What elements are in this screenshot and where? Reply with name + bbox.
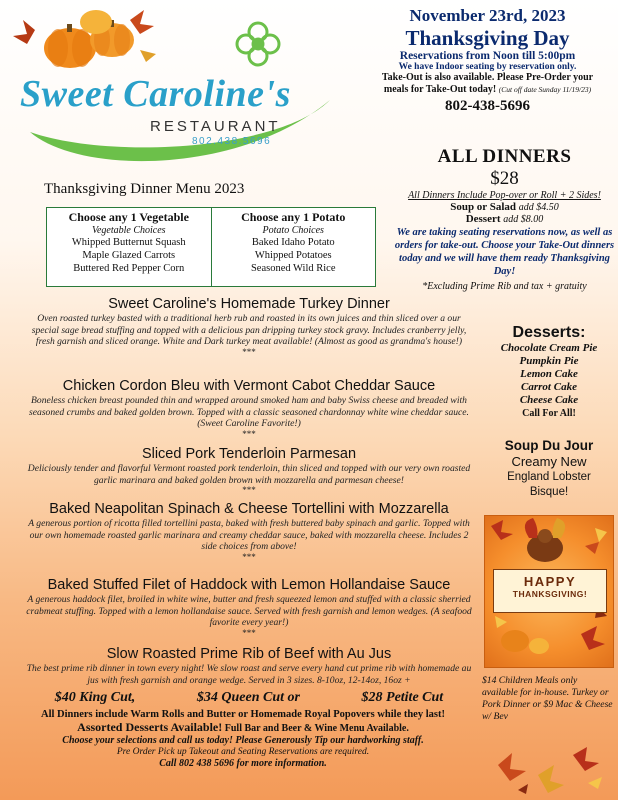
potato-subheading: Potato Choices [262,225,324,236]
vegetable-subheading: Vegetable Choices [91,225,166,236]
reservation-notice: We are taking seating reservations now, as well as orders for take-out. Choose your Take-Out dinners today and we will have them ready Thanksgiving Day! [394,227,615,277]
children-meals-text: $14 Children Meals only available for in-house. Turkey or Pork Dinner or $9 Mac & Cheese w/ Bev [482,675,613,722]
dish-stuffed-haddock [24,576,474,638]
dessert-label: Dessert [465,213,501,225]
soup-salad-addon [392,201,617,213]
restaurant-logo [0,0,345,172]
takeout-note [360,72,615,96]
dish-separator: *** [242,428,256,439]
dish-title: Baked Neapolitan Spinach & Cheese Tortellini with Mozzarella [49,501,449,517]
card-banner [493,569,607,613]
dish-separator: *** [242,346,256,357]
card-thanksgiving: THANKSGIVING! [512,589,588,599]
all-dinners-price: $28 [490,168,519,189]
vegetable-option: Maple Glazed Carrots [82,250,176,261]
soup-line-3: Bisque! [529,486,569,498]
dish-title: Baked Stuffed Filet of Haddock with Lemon Hollandaise Sauce [47,577,451,593]
dish-description: Oven roasted turkey basted with a traditional herb rub and roasted in its own juices and thin sliced over a our special sage bread stuffing and topped with a delicious pan dripping turkey stock gravy. Includes cranberry jelly, fresh garnish and sliced orange. White and Dark turkey meat available! (Almost as good as grandma's house!) [31,313,467,347]
petite-cut-price: $28 Petite Cut [361,690,444,705]
soup-du-jour-panel [484,438,614,500]
menu-footer [8,709,478,770]
dish-prime-rib [24,645,474,686]
card-happy: HAPPY [523,574,577,589]
side-choices-box [46,207,376,287]
exclusion-note: *Excluding Prime Rib and tax + gratuity [422,281,587,292]
dish-title: Sweet Caroline's Homemade Turkey Dinner [108,296,390,312]
children-meals-note [482,675,614,723]
soup-line-1: Creamy New [511,454,587,469]
choose-call-note: Choose your selections and call us today! Please Generously Tip our hardworking staff. [62,735,424,746]
vegetable-heading: Choose any 1 Vegetable [68,210,189,224]
dessert-addon [392,213,617,225]
all-dinners-includes: All Dinners Include Pop-over or Roll + 2 Sides! [408,190,601,201]
vegetable-option: Whipped Butternut Squash [71,237,186,248]
dessert-item: Chocolate Cream Pie [500,342,598,354]
vegetable-option: Buttered Red Pepper Corn [73,263,185,274]
vegetable-choices [47,208,211,286]
cutoff-date: (Cut off date Sunday 11/19/23) [498,85,592,94]
dish-description: The best prime rib dinner in town every night! We slow roast and serve every hand cut prime rib with homemade au jus with fresh garnish and orange wedge. Served in 3 sizes. 8-10oz, 12-14oz, 16oz + [26,663,472,686]
reservation-hours: Reservations from Noon till 5:00pm [399,50,576,62]
dessert-price: add $8.00 [503,214,544,225]
dish-description: Deliciously tender and flavorful Vermont roasted pork tenderloin, thin sliced and topped with our very own roasted garlic marinara and baked golden brown with mozzarella and parmesan cheese! [27,463,471,486]
dish-separator: *** [242,551,256,562]
happy-thanksgiving-card [484,515,614,668]
bottom-leaves-icon [478,735,618,800]
potato-option: Seasoned Wild Rice [250,263,336,274]
assorted-desserts: Assorted Desserts Available! [77,720,223,734]
potato-option: Whipped Potatoes [254,250,332,261]
potato-choices [211,208,376,286]
desserts-heading: Desserts: [512,324,586,341]
all-dinners-panel [392,146,617,292]
takeout-line-2: meals for Take-Out today! [383,84,497,95]
desserts-call: Call For All! [522,408,576,419]
dish-title: Chicken Cordon Bleu with Vermont Cabot Cheddar Sauce [62,378,436,394]
dessert-item: Cheese Cake [519,394,579,406]
logo-subtitle: RESTAURANT [150,118,281,135]
soup-heading: Soup Du Jour [504,438,594,453]
bar-menu-note: Full Bar and Beer & Wine Menu Available. [224,723,409,734]
menu-title: Thanksgiving Dinner Menu 2023 [44,181,245,197]
king-cut-price: $40 King Cut, [54,690,136,705]
preorder-note: Pre Order Pick up Takeout and Seating Reservations are required. [116,747,370,757]
dish-description: Boneless chicken breast pounded thin and wrapped around smoked ham and baby Swiss cheese and breaded with seasoned crumbs and baked golden brown. Topped with a classic seasoned chardonnay white wine cheddar sauce. (Sweet Caroline Favorite!) [29,395,469,429]
dish-spinach-tortellini [24,500,474,562]
soup-salad-price: add $4.50 [518,202,559,213]
dish-separator: *** [242,485,256,495]
dish-description: A generous portion of ricotta filled tortellini pasta, baked with fresh buttered baby spinach and garlic. Topped with our own homemade roasted garlic marinara and creamy cheddar sauce, baked with mozzarella cheese. Includes 2 side choices from above! [28,518,470,552]
event-name: Thanksgiving Day [405,26,570,50]
header-phone[interactable]: 802-438-5696 [445,98,530,114]
call-info: Call 802 438 5696 for more information. [159,758,327,769]
prime-rib-prices [24,690,474,706]
dessert-item: Carrot Cake [521,381,577,393]
indoor-seating-note: We have Indoor seating by reservation only. [398,62,577,72]
dessert-item: Pumpkin Pie [519,355,579,367]
event-date: November 23rd, 2023 [409,6,566,25]
takeout-line-1: Take-Out is also available. Please Pre-Order your [381,72,594,83]
all-dinners-heading: ALL DINNERS [437,146,572,167]
soup-line-2: England Lobster [507,471,591,483]
dish-separator: *** [242,627,256,638]
soup-salad-label: Soup or Salad [450,201,517,213]
desserts-panel [488,324,610,419]
dish-chicken-cordon-bleu [24,377,474,439]
dish-title: Sliced Pork Tenderloin Parmesan [141,446,357,462]
dish-title: Slow Roasted Prime Rib of Beef with Au Jus [106,646,392,662]
potato-option: Baked Idaho Potato [251,237,335,248]
dessert-item: Lemon Cake [520,368,578,380]
dish-description: A generous haddock filet, broiled in white wine, butter and fresh squeezed lemon and stuffed with a classic sherried crabmeat stuffing. Topped with a lemon hollandaise sauce. Served with fresh garnish and lemon wedges. (A seafood favorite every year!) [26,594,472,628]
desserts-bar-note [8,721,478,735]
dish-pork-tenderloin [24,445,474,495]
queen-cut-price: $34 Queen Cut or [196,690,300,705]
logo-phone: 802.438.5696 [192,136,272,147]
logo-name: Sweet Caroline's [20,73,291,115]
rolls-note: All Dinners include Warm Rolls and Butter or Homemade Royal Popovers while they last! [41,709,445,720]
event-header [360,6,615,115]
dish-turkey-dinner [24,295,474,357]
potato-heading: Choose any 1 Potato [241,210,346,224]
